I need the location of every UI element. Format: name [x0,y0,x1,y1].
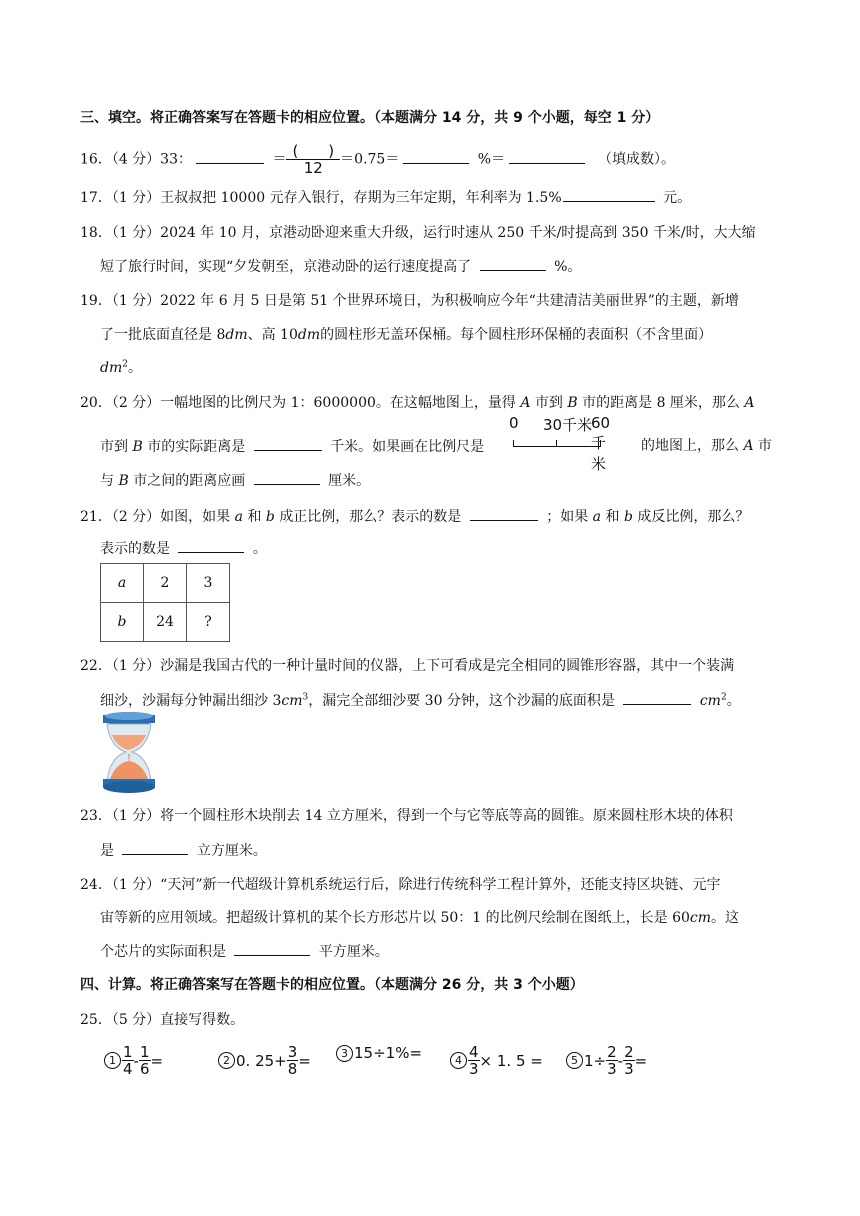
q20-text-d: 市到 [100,439,128,455]
q21-text-c: ；如果 [546,509,589,525]
frac-den: 3 [607,1060,617,1078]
q23-blank[interactable] [122,840,188,855]
table-cell: 24 [144,603,187,642]
map-scale-bar [509,414,611,473]
question-24-line-3 [100,941,389,962]
fraction [468,1044,480,1077]
fraction [287,1044,299,1077]
question-20-line-1 [80,393,755,413]
table-cell: ? [187,603,230,642]
q21-text-d: 成反比例，那么？ [637,509,750,525]
q16-prefix: 16．（4 分）33： [80,151,192,168]
section-4-heading: 四、计算。将正确答案写在答题卡的相应位置。（本题满分 26 分，共 3 个小题） [80,977,584,993]
question-20-line-2 [100,436,484,457]
equals: = [298,1051,311,1070]
q16-mid: ＝0.75＝ [340,151,400,168]
scale-label-0: 0 [509,414,519,432]
question-22-line-1: 22．（1 分）沙漏是我国古代的一种计量时间的仪器，上下可看成是完全相同的圆锥形容器，其中一个装满 [80,658,735,674]
fraction [122,1044,134,1077]
q17-unit: 元。 [663,190,692,206]
expression: 0. 25+ [236,1051,287,1070]
q16-frac-num: ( ) [286,143,340,160]
operator: - [133,1051,139,1070]
q24-text-d: 平方厘米。 [318,944,389,960]
q20-text-j: 市之间的距离应画 [133,473,246,489]
q18-text: 短了旅行时间，实现“夕发朝至，京港动卧的运行速度提高了 [100,259,472,275]
q16-note: （填成数）。 [598,151,676,168]
table-cell [101,564,144,603]
q19-unit-dm-3: dm [100,360,123,376]
q21-var-a-2: a [592,509,602,525]
q19-unit-dm: dm [225,327,248,343]
question-18-line-1: 18．（1 分）2024 年 10 月，京港动卧迎来重大升级，运行时速从 250 千米/时提高到 350 千米/时，大大缩 [80,225,756,241]
q20-text-i: 与 [100,473,114,489]
calc-item-3 [336,1044,422,1062]
question-23-line-2 [100,840,267,861]
q16-eq: ＝ [272,151,287,168]
item-number-circle: 5 [566,1052,583,1069]
q20-text-a: 20．（2 分）一幅地图的比例尺为 1：6000000。在这幅地图上，量得 [80,395,516,411]
frac-num: 4 [469,1043,479,1061]
ab-table [100,563,230,642]
operator: - [617,1051,624,1070]
table-cell [101,603,144,642]
q21-and: 和 [247,509,262,525]
q21-blank-1[interactable] [470,506,538,521]
q21-var-b: b [265,509,275,525]
q20-blank-2[interactable] [254,470,320,485]
q19-text-a: 了一批底面直径是 8 [100,327,226,343]
q19-end: 。 [127,360,142,376]
expression: 1÷ [584,1051,607,1070]
q23-text-b: 立方厘米。 [196,843,267,859]
q22-text-b: ，漏完全部细沙要 30 分钟，这个沙漏的底面积是 [308,693,615,709]
frac-den: 3 [469,1060,479,1078]
q16-blank-2[interactable] [403,149,469,164]
table-cell: 2 [144,564,187,603]
table-row [101,603,230,642]
frac-num: 1 [123,1043,133,1061]
q20-city-a: A [520,395,531,411]
scale-label-30: 30千米 [543,416,593,434]
q20-text-g: 的地图上，那么 [641,438,739,454]
frac-num: 1 [139,1043,150,1061]
q19-unit-dm-2: dm [297,327,321,343]
question-17 [80,187,691,208]
question-21-line-2 [100,538,267,559]
fraction [606,1044,618,1077]
question-20-line-2-tail [641,436,772,456]
q16-blank-3[interactable] [509,149,585,164]
question-19-line-3 [100,358,142,378]
q22-sup3: 3 [302,692,309,703]
question-25-title: 25．（5 分）直接写得数。 [80,1012,245,1028]
q22-unit-cm: cm [281,693,303,709]
q16-frac-den: 12 [303,159,323,177]
q23-text-a: 是 [100,843,114,859]
item-number-circle: 3 [336,1045,353,1062]
calc-item-2 [218,1044,311,1077]
q24-unit-cm: cm [689,910,712,926]
item-number-circle: 2 [218,1052,235,1069]
q17-blank[interactable] [563,187,655,202]
q20-text-f: 千米。如果画在比例尺是 [330,439,485,455]
question-24-line-1: 24．（1 分）“天河”新一代超级计算机系统运行后，除进行传统科学工程计算外，还能支持区块链、元宇 [80,877,721,893]
q20-city-a-2: A [744,395,755,411]
question-23-line-1: 23．（1 分）将一个圆柱形木块削去 14 立方厘米，得到一个与它等底等高的圆锥。原来圆柱形木块的体积 [80,808,733,824]
q20-text-c: 市的距离是 8 厘米，那么 [582,395,740,411]
question-18-line-2 [100,256,581,277]
question-22-line-2 [100,690,741,711]
q20-city-b-2: B [132,439,143,455]
section-3-heading: 三、填空。将正确答案写在答题卡的相应位置。（本题满分 14 分，共 9 个小题，每空 1 分） [80,110,660,126]
item-number-circle: 4 [450,1052,467,1069]
question-21-line-1 [80,506,749,527]
fraction [623,1044,635,1077]
q24-text-b: 。这 [711,910,740,926]
question-19-line-1: 19．（1 分）2022 年 6 月 5 日是第 51 个世界环境日，为积极响应今年“共建清洁美丽世界”的主题，新增 [80,293,739,309]
q21-text-f: 。 [252,541,267,557]
frac-den: 4 [123,1060,133,1078]
question-19-line-2 [100,325,712,345]
q22-text-a: 细沙，沙漏每分钟漏出细沙 3 [100,693,282,709]
q16-pct: %＝ [477,151,506,168]
table-row [101,564,230,603]
scale-label-60: 60千米 [591,414,611,473]
calc-item-5 [566,1044,647,1077]
q24-blank[interactable] [234,941,310,956]
q19-text-b: 、高 10 [247,327,298,343]
frac-den: 3 [624,1060,634,1078]
q20-city-b: B [567,395,578,411]
q20-city-b-3: B [118,473,129,489]
q18-blank[interactable] [480,256,546,271]
q21-blank-2[interactable] [178,538,244,553]
fraction [139,1044,151,1077]
q19-text-c: 的圆柱形无盖环保桶。每个圆柱形环保桶的表面积（不含里面） [320,327,713,343]
expression: × 1. 5 = [479,1051,543,1070]
calc-item-1 [104,1044,163,1077]
equals: = [634,1051,648,1070]
q21-text-b: 成正比例，那么？表示的数是 [279,509,462,525]
q24-text-c: 个芯片的实际面积是 [100,944,226,960]
q21-var-b-2: b [623,509,633,525]
q22-unit-cm-2: cm [699,693,721,709]
q22-blank[interactable] [623,690,691,705]
equals: = [150,1051,164,1070]
q21-text-a: 21．（2 分）如图，如果 [80,509,231,525]
q17-text: 17．（1 分）王叔叔把 10000 元存入银行，存期为三年定期，年利率为 1.5% [80,190,562,206]
frac-num: 2 [607,1043,617,1061]
q21-var-a: a [234,509,243,525]
frac-num: 2 [624,1043,634,1061]
q16-fraction [286,143,340,176]
frac-den: 6 [139,1060,150,1078]
scale-bar-line [513,440,601,447]
q21-text-e: 表示的数是 [100,541,170,557]
q20-blank-1[interactable] [254,436,322,451]
scale-bar-mid-tick [556,440,557,446]
q24-text-a: 宙等新的应用领域。把超级计算机的某个长方形芯片以 50：1 的比例尺绘制在图纸上，长是 60 [100,910,690,926]
expression: 15÷1%= [354,1044,423,1062]
item-number-circle: 1 [104,1052,121,1069]
table-cell: 3 [187,564,230,603]
cell-label-b: b [117,614,127,630]
q20-text-h: 市 [758,438,773,454]
q20-text-b: 市到 [534,395,563,411]
question-20-line-3 [100,470,370,491]
q22-sup2: 2 [720,692,727,703]
q20-text-k: 厘米。 [328,473,371,489]
calc-item-4 [450,1044,543,1077]
q20-text-e: 市的实际距离是 [147,439,246,455]
q21-and-2: 和 [605,509,620,525]
frac-num: 3 [287,1043,298,1061]
q22-end: 。 [726,693,741,709]
frac-den: 8 [287,1060,298,1078]
q16-blank-1[interactable] [196,149,264,164]
hourglass-image [102,711,156,793]
cell-label-a: a [117,575,127,591]
q18-unit: %。 [554,259,582,275]
question-24-line-2 [100,908,739,928]
q20-city-a-3: A [743,438,754,454]
q19-sup: 2 [122,359,128,370]
question-16 [80,143,675,176]
